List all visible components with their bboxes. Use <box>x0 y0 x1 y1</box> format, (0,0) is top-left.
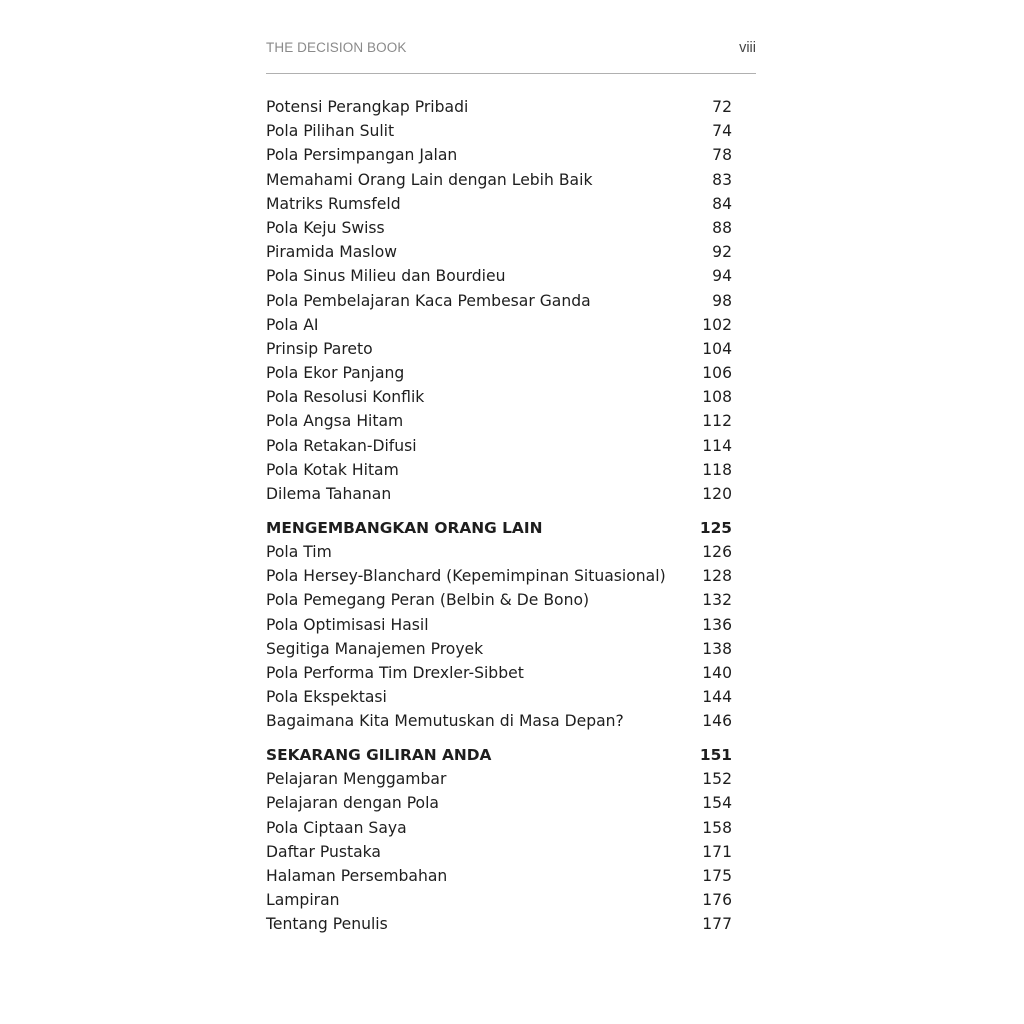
toc-entry-title: Tentang Penulis <box>266 915 388 934</box>
toc-entry-page: 138 <box>702 639 732 658</box>
toc-entry-page: 74 <box>712 122 732 141</box>
toc-entry-page: 144 <box>702 688 732 707</box>
toc-entry-title: Lampiran <box>266 891 340 910</box>
toc-entry-title: Pola Pilihan Sulit <box>266 122 395 141</box>
book-title: THE DECISION BOOK <box>266 40 407 55</box>
toc-entry-title: Pola AI <box>266 315 319 334</box>
toc-entry-page: 151 <box>699 746 732 765</box>
toc-entry-title: Pola Sinus Milieu dan Bourdieu <box>266 267 506 286</box>
toc-entry[interactable] <box>266 864 732 888</box>
header-divider <box>266 73 756 74</box>
toc-entry-page: 146 <box>702 712 732 731</box>
toc-entry[interactable] <box>266 791 732 815</box>
toc-entry-title: Pola Angsa Hitam <box>266 412 404 431</box>
toc-entry[interactable] <box>266 540 732 564</box>
toc-entry[interactable] <box>266 912 732 936</box>
toc-entry-page: 125 <box>699 518 732 537</box>
toc-entry[interactable] <box>266 168 732 192</box>
toc-entry[interactable] <box>266 385 732 409</box>
toc-entry[interactable] <box>266 767 732 791</box>
toc-entry-title: Pola Pemegang Peran (Belbin & De Bono) <box>266 591 590 610</box>
toc-entry-page: 128 <box>702 567 732 586</box>
toc-entry[interactable] <box>266 95 732 119</box>
toc-entry-title: Pelajaran Menggambar <box>266 770 447 789</box>
toc-entry[interactable] <box>266 637 732 661</box>
toc-entry[interactable] <box>266 289 732 313</box>
toc-entry-title: Pola Resolusi Konflik <box>266 388 425 407</box>
toc-entry-title: Pola Kotak Hitam <box>266 460 399 479</box>
toc-entry-page: 104 <box>702 339 732 358</box>
toc-entry-page: 83 <box>712 170 732 189</box>
toc-entry-page: 177 <box>702 915 732 934</box>
toc-entry[interactable] <box>266 434 732 458</box>
toc-entry[interactable] <box>266 709 732 733</box>
toc-entry[interactable] <box>266 313 732 337</box>
toc-entry-title: Potensi Perangkap Pribadi <box>266 98 469 116</box>
toc-entry-title: Pola Ciptaan Saya <box>266 818 407 837</box>
toc-entry[interactable] <box>266 840 732 864</box>
toc-entry-title: Pola Retakan-Difusi <box>266 436 417 455</box>
page-number: viii <box>739 40 756 56</box>
toc-entry-page: 114 <box>702 436 732 455</box>
toc-entry-page: 132 <box>702 591 732 610</box>
toc-entry[interactable] <box>266 264 732 288</box>
toc-entry-title: Matriks Rumsfeld <box>266 194 401 213</box>
toc-entry-title: Prinsip Pareto <box>266 339 373 358</box>
toc-entry[interactable] <box>266 661 732 685</box>
toc-section-heading[interactable] <box>266 743 732 767</box>
toc-entry-title: Pola Ekor Panjang <box>266 364 405 383</box>
toc-section-heading[interactable] <box>266 516 732 540</box>
toc-entry-page: 176 <box>702 891 732 910</box>
toc-entry-title: Pelajaran dengan Pola <box>266 794 439 813</box>
toc-entry-page: 98 <box>712 291 732 310</box>
toc-entry-title: Memahami Orang Lain dengan Lebih Baik <box>266 170 593 189</box>
toc-entry-page: 102 <box>702 315 732 334</box>
toc-entry-page: 120 <box>702 485 732 503</box>
toc-entry-title: Segitiga Manajemen Proyek <box>266 639 484 658</box>
toc-entry-page: 136 <box>702 615 732 634</box>
toc-entry-page: 118 <box>702 460 732 479</box>
toc-entry-title: Piramida Maslow <box>266 243 398 262</box>
toc-entry-title: Daftar Pustaka <box>266 842 381 861</box>
toc-entry[interactable] <box>266 119 732 143</box>
toc-entry[interactable] <box>266 192 732 216</box>
toc-entry-page: 126 <box>702 542 732 561</box>
toc-entry[interactable] <box>266 216 732 240</box>
toc-entry-page: 78 <box>712 146 732 165</box>
toc-entry-page: 158 <box>702 818 732 837</box>
toc-entry-page: 112 <box>702 412 732 431</box>
toc-entry-title: SEKARANG GILIRAN ANDA <box>266 746 492 765</box>
toc-entry-title: Pola Ekspektasi <box>266 688 387 707</box>
toc-entry-page: 84 <box>712 194 732 213</box>
toc-entry-page: 171 <box>702 842 732 861</box>
toc-entry-page: 152 <box>702 770 732 789</box>
toc-entry[interactable] <box>266 588 732 612</box>
toc-entry-title: MENGEMBANGKAN ORANG LAIN <box>266 518 543 537</box>
toc-entry-title: Pola Optimisasi Hasil <box>266 615 429 634</box>
toc-entry-title: Halaman Persembahan <box>266 867 448 885</box>
toc-entry[interactable] <box>266 143 732 167</box>
table-of-contents <box>266 95 732 937</box>
toc-entry[interactable] <box>266 240 732 264</box>
toc-entry-title: Pola Hersey-Blanchard (Kepemimpinan Situasional) <box>266 567 666 586</box>
running-header <box>266 40 756 60</box>
toc-entry-title: Pola Persimpangan Jalan <box>266 146 458 165</box>
toc-entry[interactable] <box>266 458 732 482</box>
toc-entry-page: 175 <box>702 867 732 885</box>
toc-entry-title: Pola Tim <box>266 542 332 561</box>
toc-entry-page: 92 <box>712 243 732 262</box>
toc-entry[interactable] <box>266 613 732 637</box>
toc-entry[interactable] <box>266 685 732 709</box>
toc-entry-title: Pola Performa Tim Drexler-Sibbet <box>266 663 524 682</box>
toc-entry-title: Pola Pembelajaran Kaca Pembesar Ganda <box>266 291 591 310</box>
toc-entry-page: 154 <box>702 794 732 813</box>
toc-entry[interactable] <box>266 564 732 588</box>
toc-entry[interactable] <box>266 482 732 506</box>
toc-entry-page: 140 <box>702 663 732 682</box>
toc-entry-title: Dilema Tahanan <box>266 485 392 503</box>
toc-entry-title: Pola Keju Swiss <box>266 218 385 237</box>
toc-entry-page: 108 <box>702 388 732 407</box>
toc-entry[interactable] <box>266 337 732 361</box>
toc-entry-page: 94 <box>712 267 732 286</box>
toc-entry[interactable] <box>266 409 732 433</box>
toc-entry[interactable] <box>266 361 732 385</box>
toc-entry-page: 88 <box>712 218 732 237</box>
toc-entry-title: Bagaimana Kita Memutuskan di Masa Depan? <box>266 712 624 731</box>
toc-entry-page: 72 <box>712 98 732 116</box>
toc-entry[interactable] <box>266 888 732 912</box>
toc-entry[interactable] <box>266 816 732 840</box>
toc-entry-page: 106 <box>702 364 732 383</box>
